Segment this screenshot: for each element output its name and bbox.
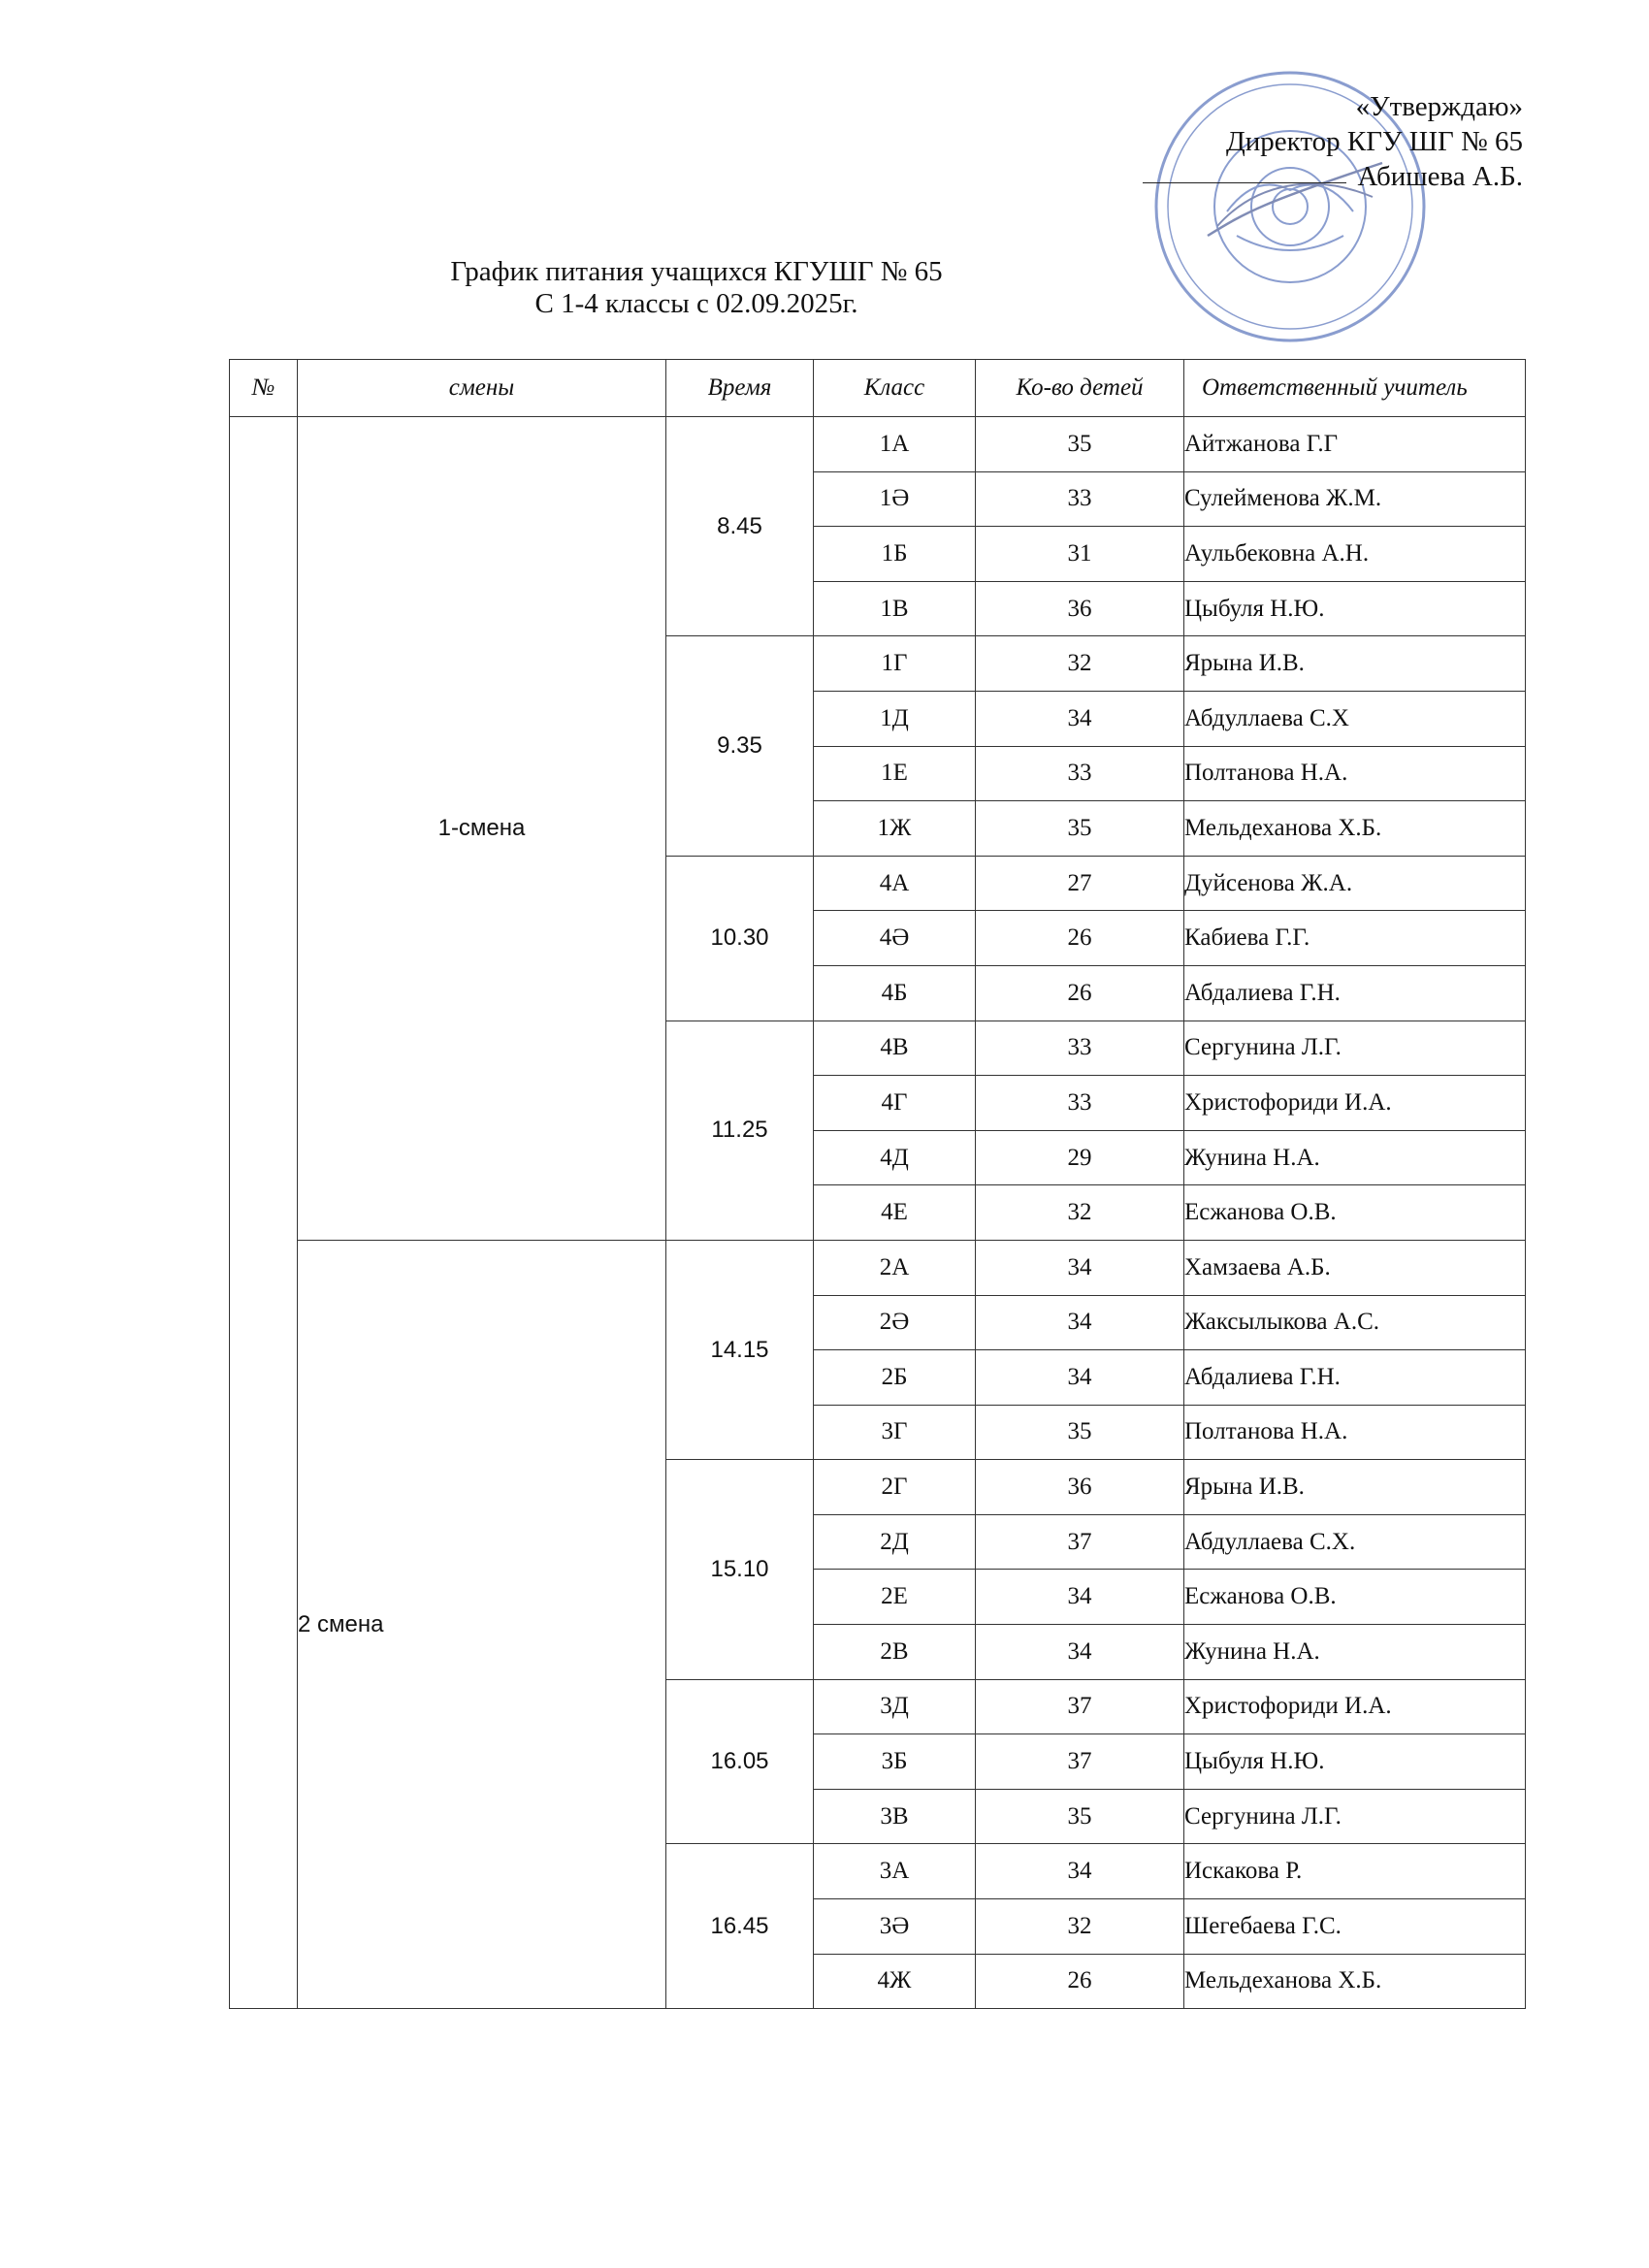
count-cell: 34 <box>976 691 1184 746</box>
teacher-cell: Шегебаева Г.С. <box>1184 1899 1526 1955</box>
class-cell: 3В <box>814 1789 976 1844</box>
teacher-cell: Хамзаева А.Б. <box>1184 1240 1526 1295</box>
count-cell: 32 <box>976 636 1184 692</box>
class-cell: 4Г <box>814 1076 976 1131</box>
class-cell: 1Е <box>814 746 976 801</box>
class-cell: 4В <box>814 1021 976 1076</box>
count-cell: 34 <box>976 1570 1184 1625</box>
count-cell: 29 <box>976 1130 1184 1185</box>
approval-signature-line <box>1143 159 1523 194</box>
count-cell: 31 <box>976 527 1184 582</box>
class-cell: 4А <box>814 856 976 911</box>
teacher-cell: Цыбуля Н.Ю. <box>1184 1734 1526 1790</box>
time-cell: 15.10 <box>666 1460 814 1679</box>
teacher-cell: Жаксылыкова А.С. <box>1184 1295 1526 1350</box>
count-cell: 34 <box>976 1625 1184 1680</box>
shift-label: 2 смена <box>298 1240 666 2008</box>
time-cell: 16.05 <box>666 1679 814 1844</box>
count-cell: 37 <box>976 1679 1184 1734</box>
count-cell: 26 <box>976 965 1184 1021</box>
teacher-cell: Абдуллаева С.Х <box>1184 691 1526 746</box>
teacher-cell: Сулейменова Ж.М. <box>1184 471 1526 527</box>
header-count: Ко-во детей <box>976 360 1184 417</box>
table-row <box>230 417 1526 472</box>
approval-name: Абишева А.Б. <box>1357 161 1523 192</box>
teacher-cell: Полтанова Н.А. <box>1184 746 1526 801</box>
count-cell: 33 <box>976 471 1184 527</box>
time-cell: 14.15 <box>666 1240 814 1459</box>
signature-underline <box>1143 182 1346 183</box>
time-cell: 9.35 <box>666 636 814 856</box>
class-cell: 2Д <box>814 1514 976 1570</box>
class-cell: 2Б <box>814 1350 976 1406</box>
count-cell: 35 <box>976 417 1184 472</box>
teacher-cell: Сергунина Л.Г. <box>1184 1789 1526 1844</box>
class-cell: 1А <box>814 417 976 472</box>
class-cell: 2Е <box>814 1570 976 1625</box>
count-cell: 34 <box>976 1295 1184 1350</box>
count-cell: 34 <box>976 1240 1184 1295</box>
count-cell: 26 <box>976 911 1184 966</box>
teacher-cell: Мельдеханова Х.Б. <box>1184 1954 1526 2009</box>
table-row <box>230 1240 1526 1295</box>
count-cell: 32 <box>976 1185 1184 1241</box>
class-cell: 3Б <box>814 1734 976 1790</box>
teacher-cell: Ярына И.В. <box>1184 636 1526 692</box>
class-cell: 2В <box>814 1625 976 1680</box>
title-line-2: С 1-4 классы с 02.09.2025г. <box>534 288 858 319</box>
teacher-cell: Жунина Н.А. <box>1184 1625 1526 1680</box>
teacher-cell: Абдалиева Г.Н. <box>1184 1350 1526 1406</box>
class-cell: 1Д <box>814 691 976 746</box>
header-num: № <box>230 360 298 417</box>
count-cell: 37 <box>976 1734 1184 1790</box>
class-cell: 4Ә <box>814 911 976 966</box>
table-header-row <box>230 360 1526 417</box>
teacher-cell: Христофориди И.А. <box>1184 1076 1526 1131</box>
class-cell: 2Г <box>814 1460 976 1515</box>
class-cell: 4Д <box>814 1130 976 1185</box>
class-cell: 4Ж <box>814 1954 976 2009</box>
count-cell: 37 <box>976 1514 1184 1570</box>
teacher-cell: Абдуллаева С.Х. <box>1184 1514 1526 1570</box>
shift-label: 1-смена <box>298 417 666 1241</box>
meal-schedule-table <box>229 359 1526 2009</box>
count-cell: 27 <box>976 856 1184 911</box>
teacher-cell: Цыбуля Н.Ю. <box>1184 581 1526 636</box>
class-cell: 3Ә <box>814 1899 976 1955</box>
title-line-1: График питания учащихся КГУШГ № 65 <box>450 256 943 287</box>
time-cell: 10.30 <box>666 856 814 1021</box>
header-teacher: Ответственный учитель <box>1184 360 1526 417</box>
teacher-cell: Есжанова О.В. <box>1184 1570 1526 1625</box>
teacher-cell: Ярына И.В. <box>1184 1460 1526 1515</box>
teacher-cell: Дуйсенова Ж.А. <box>1184 856 1526 911</box>
class-cell: 3А <box>814 1844 976 1899</box>
count-cell: 32 <box>976 1899 1184 1955</box>
class-cell: 1В <box>814 581 976 636</box>
time-cell: 8.45 <box>666 417 814 636</box>
teacher-cell: Сергунина Л.Г. <box>1184 1021 1526 1076</box>
count-cell: 36 <box>976 581 1184 636</box>
count-cell: 33 <box>976 1076 1184 1131</box>
count-cell: 34 <box>976 1844 1184 1899</box>
teacher-cell: Жунина Н.А. <box>1184 1130 1526 1185</box>
teacher-cell: Мельдеханова Х.Б. <box>1184 801 1526 857</box>
teacher-cell: Христофориди И.А. <box>1184 1679 1526 1734</box>
time-cell: 11.25 <box>666 1021 814 1240</box>
header-shift: смены <box>298 360 666 417</box>
header-class: Класс <box>814 360 976 417</box>
teacher-cell: Аульбековна А.Н. <box>1184 527 1526 582</box>
class-cell: 2А <box>814 1240 976 1295</box>
teacher-cell: Кабиева Г.Г. <box>1184 911 1526 966</box>
count-cell: 33 <box>976 746 1184 801</box>
approval-director: Директор КГУ ШГ № 65 <box>1225 126 1523 157</box>
teacher-cell: Есжанова О.В. <box>1184 1185 1526 1241</box>
teacher-cell: Абдалиева Г.Н. <box>1184 965 1526 1021</box>
count-cell: 34 <box>976 1350 1184 1406</box>
class-cell: 4Е <box>814 1185 976 1241</box>
header-time: Время <box>666 360 814 417</box>
class-cell: 1Б <box>814 527 976 582</box>
approval-heading: «Утверждаю» <box>1355 91 1523 122</box>
class-cell: 1Г <box>814 636 976 692</box>
teacher-cell: Айтжанова Г.Г <box>1184 417 1526 472</box>
count-cell: 33 <box>976 1021 1184 1076</box>
class-cell: 4Б <box>814 965 976 1021</box>
teacher-cell: Искакова Р. <box>1184 1844 1526 1899</box>
count-cell: 35 <box>976 1789 1184 1844</box>
number-cell <box>230 417 298 2009</box>
count-cell: 26 <box>976 1954 1184 2009</box>
document-title <box>0 256 1649 320</box>
class-cell: 2Ә <box>814 1295 976 1350</box>
count-cell: 35 <box>976 801 1184 857</box>
count-cell: 35 <box>976 1405 1184 1460</box>
class-cell: 3Д <box>814 1679 976 1734</box>
class-cell: 3Г <box>814 1405 976 1460</box>
count-cell: 36 <box>976 1460 1184 1515</box>
class-cell: 1Ж <box>814 801 976 857</box>
time-cell: 16.45 <box>666 1844 814 2009</box>
class-cell: 1Ә <box>814 471 976 527</box>
teacher-cell: Полтанова Н.А. <box>1184 1405 1526 1460</box>
approval-block <box>1143 89 1523 194</box>
